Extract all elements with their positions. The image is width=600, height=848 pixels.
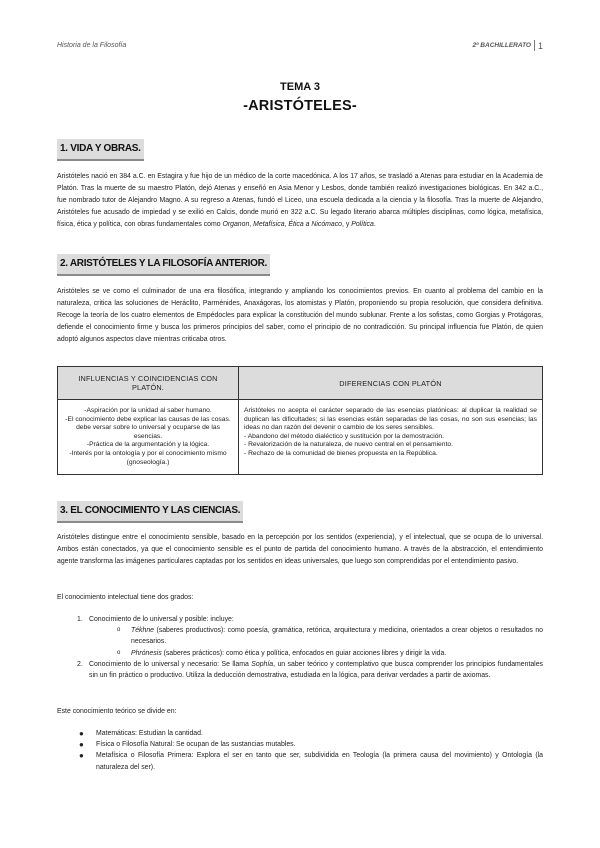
work-etica: Ética a Nicómaco — [288, 220, 343, 228]
page-header — [57, 38, 543, 54]
table-header-differences: DIFERENCIAS CON PLATÓN — [239, 367, 543, 400]
grade-text — [89, 659, 543, 681]
list-item — [57, 659, 543, 681]
sub-item-text: (saberes prácticos): como ética y política, enfocados en guiar acciones libres y dirigir la vida. — [161, 649, 447, 657]
grades-list — [57, 614, 543, 681]
influence-item: -Interés por la ontología y por el conocimiento mismo (gnoseología.) — [69, 449, 227, 466]
list-item — [57, 739, 543, 750]
term-sophia: Sophía — [251, 660, 274, 668]
influence-item: -Práctica de la argumentación y la lógica. — [86, 441, 210, 449]
theory-list — [57, 728, 543, 773]
sub-bullet: o — [117, 627, 121, 634]
list-number: 1. — [77, 616, 83, 623]
list-number: 2. — [77, 660, 83, 668]
difference-item: - Revalorización de la naturaleza, de nuevo central en el pensamiento. — [244, 441, 453, 449]
list-item — [57, 614, 543, 625]
sub-item-text: (saberes productivos): como poesía, gramática, retórica, arquitectura y medicina, orientados a crear objetos o resultados no necesarios. — [131, 627, 543, 646]
comparison-table — [57, 366, 543, 475]
influences-cell — [58, 400, 239, 475]
table-header-influences: INFLUENCIAS Y COINCIDENCIAS CON PLATÓN. — [58, 367, 239, 400]
section-heading-2: 2. ARISTÓTELES Y LA FILOSOFÍA ANTERIOR. — [57, 254, 270, 276]
text-separator: , — [249, 220, 254, 228]
sub-bullet: o — [117, 649, 121, 656]
difference-item: - Abandono del método dialéctico y sustitución por la demostración. — [244, 432, 444, 440]
course-label: 2º BACHILLERATO — [472, 42, 531, 49]
section-1-paragraph — [57, 171, 543, 231]
difference-item: Aristóteles no acepta el carácter separado de las esencias platónicas: al duplicar la realidad se duplican las dificultades; si las esencias están separadas de las cosas, no son sus esencias; las ideas no dan razón del devenir o cambio de los seres sensibles. — [244, 407, 537, 432]
grade-text-end: , un saber teórico y contemplativo que busca comprender los principios fundamentales sin un fin práctico o productivo. Utiliza la deducción demostrativa, estudiada en la lógica, para derivar verdades a partir de axiomas. — [89, 660, 543, 680]
document-title: -ARISTÓTELES- — [243, 98, 357, 114]
grade-text-start: Conocimiento de lo universal y necesario: Se llama — [89, 660, 252, 668]
grade-text: Conocimiento de lo universal y posible: incluye: — [89, 616, 234, 623]
section-heading-1: 1. VIDA Y OBRAS. — [57, 139, 144, 161]
bullet-icon: ● — [79, 729, 84, 738]
term-tekhne: Tékhne — [131, 627, 154, 635]
table-header-row — [58, 367, 543, 400]
influence-item: -Aspiración por la unidad al saber humano. — [84, 407, 212, 414]
text-separator: , — [284, 220, 289, 228]
text-separator: , y — [342, 220, 352, 228]
work-politica: Política — [351, 220, 374, 228]
term-phronesis: Phrónesis — [131, 649, 162, 657]
bullet-icon: ● — [79, 751, 84, 761]
section-1-text: Aristóteles nació en 384 a.C. en Estagira y fue hijo de un médico de la corte macedónica. A los 17 años, se trasladó a Atenas para estudiar en la Academia de Platón. Tras la muerte de su maestro Platón, dejó Atenas y enseñó en Asia Menor y Lesbos, donde también realizó investigaciones biológicas. En 342 a.C., fue nombrado tutor de Alejandro Magno. A su regreso a Atenas, fundó el Liceo, una escuela dedicada a la ciencia y la filosofía. Tras la muerte de Alejandro, Aristóteles fue acusado de impiedad y se exilió en Calcis, donde murió en 322 a.C. Su legado literario abarca múltiples disciplinas, como lógica, metafísica, física, ética y política, con obras fundamentales como — [57, 173, 543, 228]
subject-label: Historia de la Filosofía — [57, 42, 127, 49]
bullet-icon: ● — [79, 740, 84, 750]
header-right — [473, 40, 543, 51]
list-item — [57, 750, 543, 772]
theory-item-text: Metafísica o Filosofía Primera: Explora el ser en tanto que ser, subdividida en Teología (la primera causa del movimiento) y Ontología (la naturaleza del ser). — [96, 752, 543, 771]
tema-label: TEMA 3 — [280, 81, 320, 93]
page-number: 1 — [537, 40, 543, 51]
table-row — [58, 400, 543, 475]
work-metafisica: Metafísica — [253, 220, 285, 228]
theory-item-text: Física o Filosofía Natural: Se ocupan de las sustancias mutables. — [96, 741, 296, 749]
text-end: . — [373, 220, 376, 228]
differences-cell — [239, 400, 543, 475]
theory-intro: Este conocimiento teórico se divide en: — [57, 708, 177, 715]
header-divider — [534, 40, 535, 51]
section-3-paragraph: Aristóteles distingue entre el conocimiento sensible, basado en la percepción por los sentidos (experiencia), y el intelectual, que se ocupa de lo universal. Ambos están conectados, ya que el conocimiento sensible es el punto de partida del conocimiento humano. A través de la abstracción, el entendimiento agente transforma las imágenes particulares captadas por los sentidos en ideas universales, que luego son comprendidas por el entendimiento pasivo. — [57, 534, 543, 565]
difference-item: - Rechazo de la comunidad de bienes propuesta en la República. — [244, 449, 438, 457]
work-organon: Organon — [222, 220, 250, 228]
sub-list-item — [57, 648, 543, 659]
influence-item: -El conocimiento debe explicar las causas de las cosas. debe versar sobre lo universal y ocuparse de las esencias. — [65, 415, 231, 440]
grades-intro: El conocimiento intelectual tiene dos grados: — [57, 594, 194, 601]
list-item — [57, 728, 543, 739]
sub-list-item — [57, 625, 543, 647]
section-heading-3: 3. EL CONOCIMIENTO Y LAS CIENCIAS. — [57, 501, 243, 523]
section-2-paragraph: Aristóteles se ve como el culminador de una era filosófica, integrando y ampliando los conocimientos previos. En cuanto al problema del cambio en la naturaleza, critica las soluciones de Heráclito, Parménides, Anaxágoras, los atomistas y Platón, proponiendo su propia resolución, que considera definitiva. Recoge la teoría de los cuatro elementos de Empédocles para explicar la constitución del mundo sublunar. Frente a los sofistas, como Gorgias y Protágoras, defiende el conocimiento firme y busca los primeros principios del saber, como el principio de no contradicción. Su principal influencia fue Platón, de quien adoptó algunos aspectos clave mientras criticaba otros. — [57, 288, 543, 343]
theory-item-text: Matemáticas: Estudian la cantidad. — [96, 730, 203, 737]
